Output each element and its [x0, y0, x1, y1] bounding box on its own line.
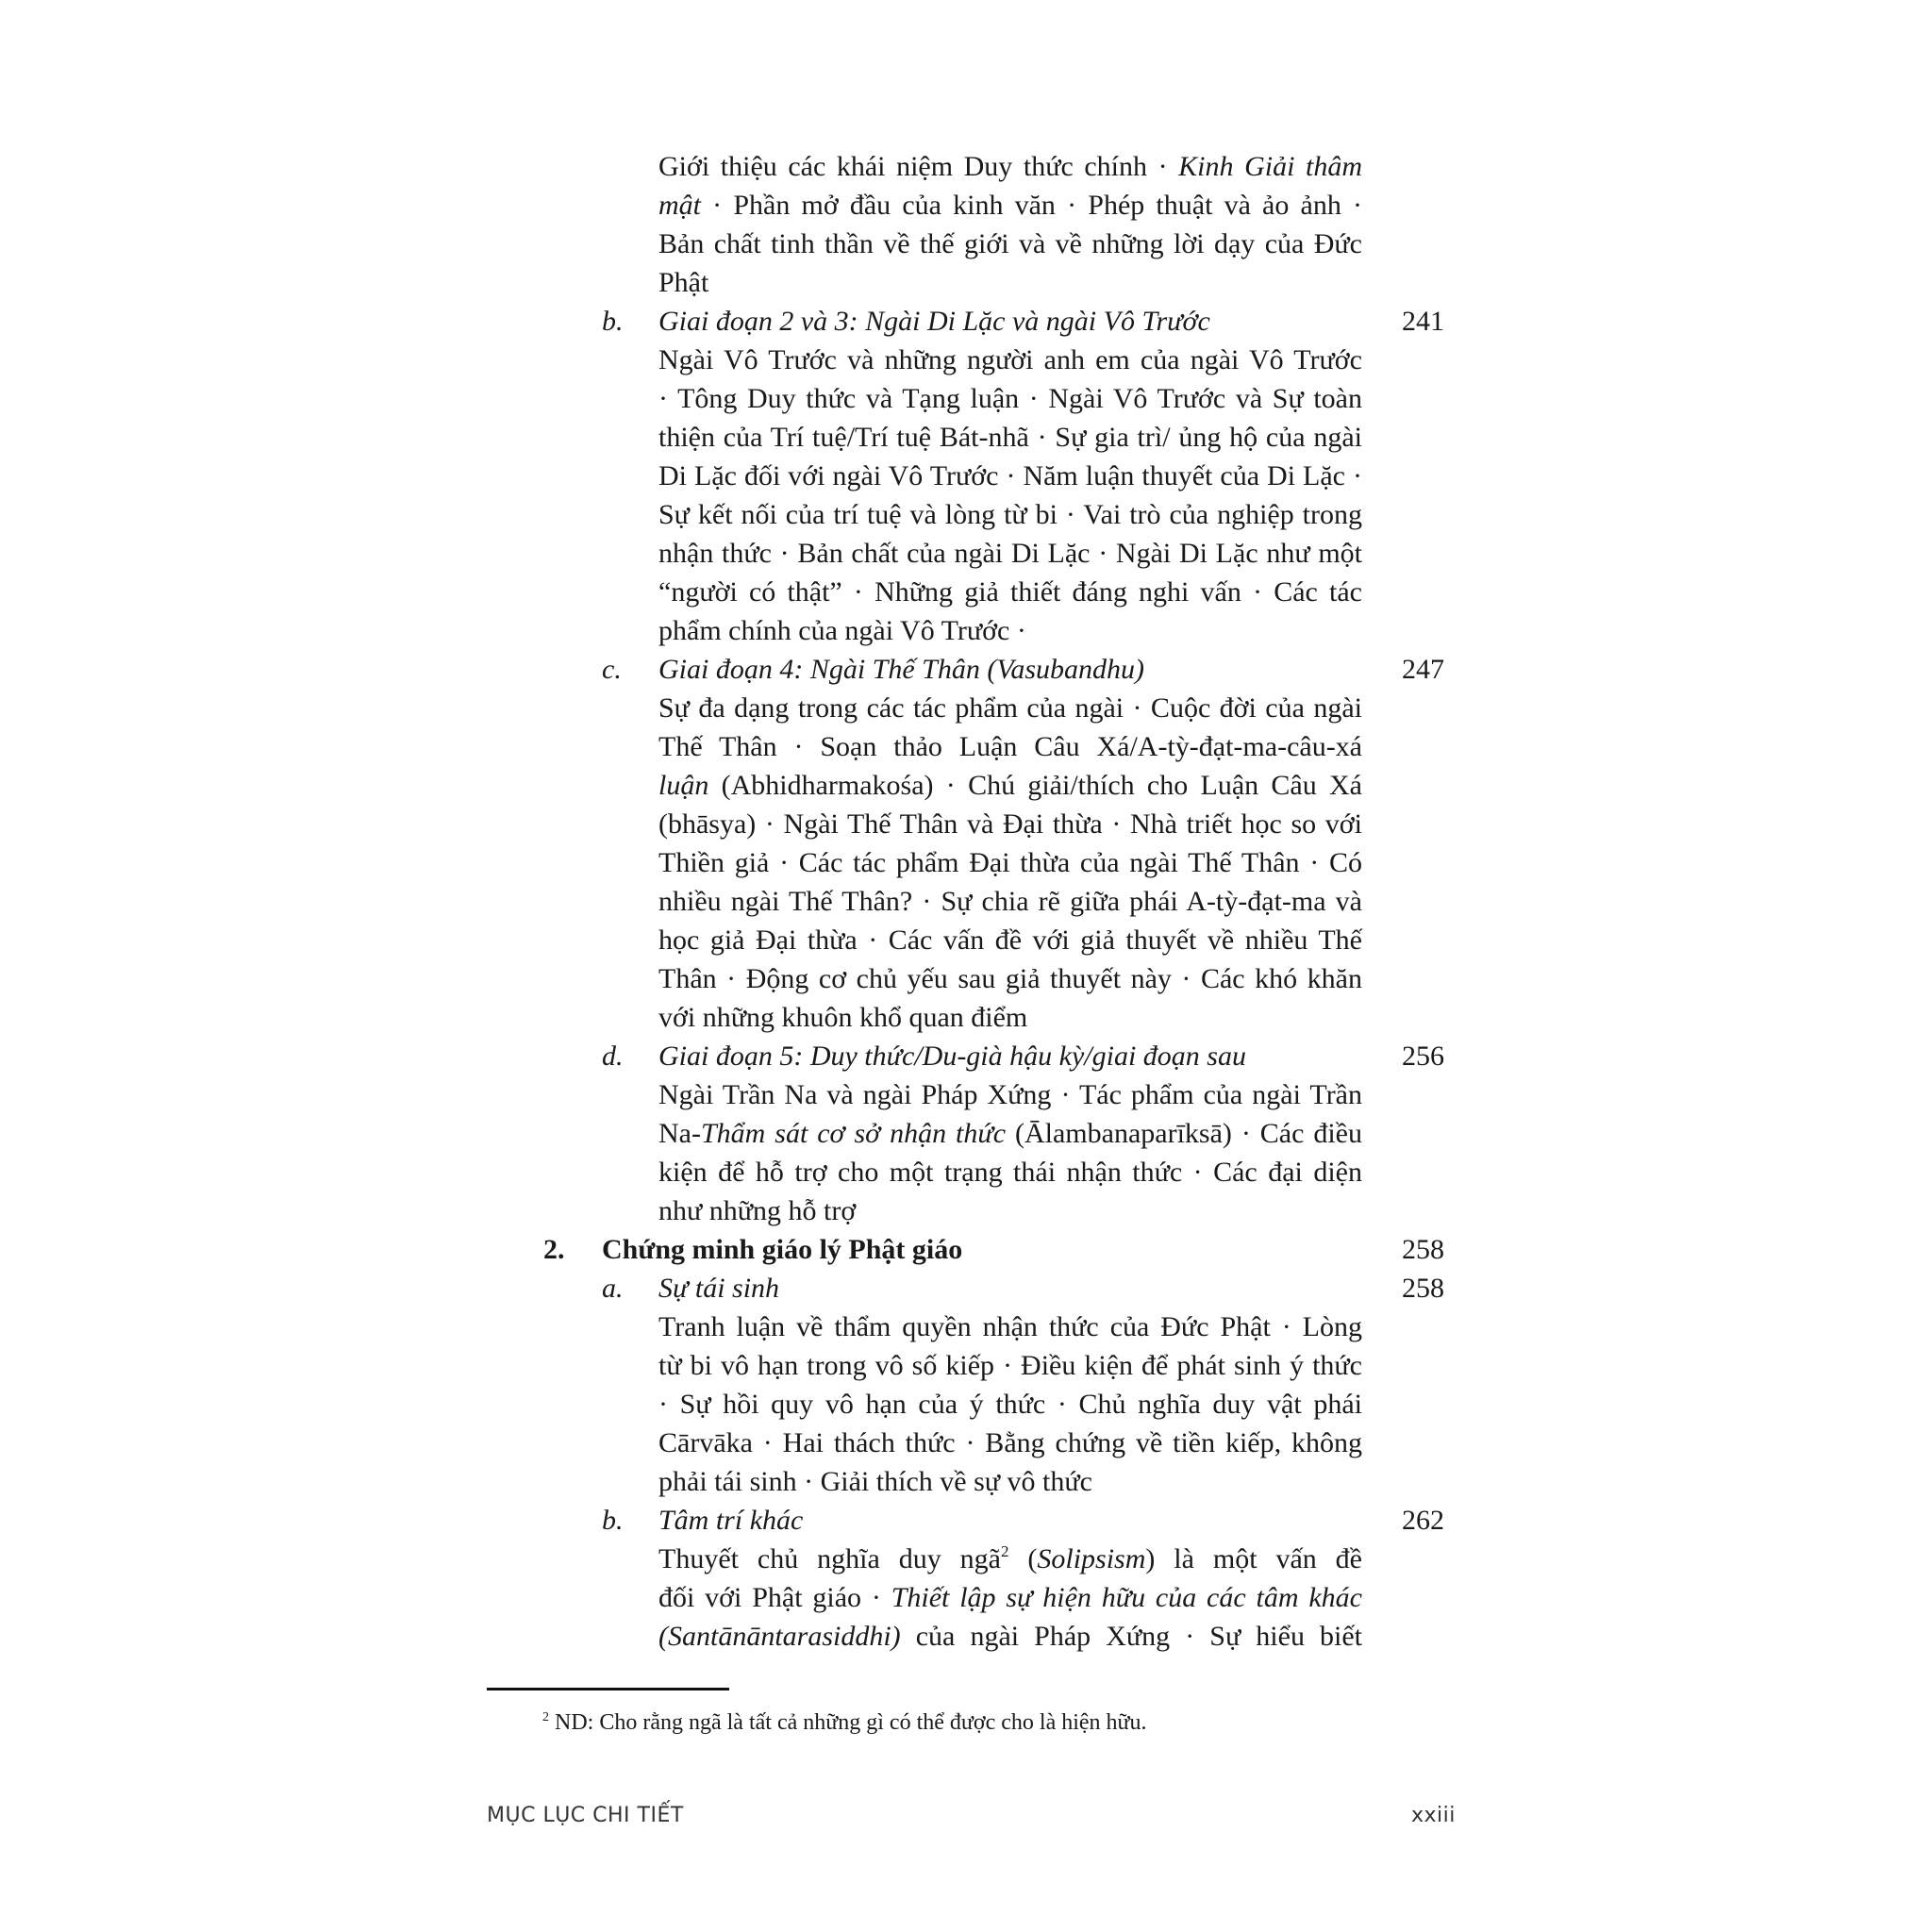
entry-title: Tâm trí khác: [658, 1505, 804, 1536]
page-number: 241: [1402, 306, 1444, 337]
entry-letter: c.: [602, 654, 622, 685]
page-number: 258: [1402, 1273, 1444, 1304]
section-title: Chứng minh giáo lý Phật giáo: [602, 1234, 963, 1265]
toc-text-line: thiện của Trí tuệ/Trí tuệ Bát-nhã · Sự gia trì/ ủng hộ của ngài: [658, 422, 1362, 453]
entry-letter: b.: [602, 1505, 624, 1536]
footnote: $^2$ ND: Cho rằng ngã là tất cả những gì có thể được cho là hiện hữu.: [542, 1710, 1147, 1735]
entry-title: Giai đoạn 4: Ngài Thế Thân (Vasubandhu): [658, 654, 1145, 685]
section-number: 2.: [543, 1234, 565, 1265]
toc-text-line: phẩm chính của ngài Vô Trước ·: [658, 615, 1026, 646]
footnote-divider: [487, 1688, 729, 1690]
entry-title: Sự tái sinh: [658, 1273, 780, 1304]
entry-letter: d.: [602, 1041, 624, 1072]
toc-text-line: nhiều ngài Thế Thân? · Sự chia rẽ giữa phái A-tỳ-đạt-ma và: [658, 886, 1362, 917]
toc-text-line: Di Lặc đối với ngài Vô Trước · Năm luận thuyết của Di Lặc ·: [658, 460, 1362, 491]
toc-text-line: Thân · Động cơ chủ yếu sau giả thuyết này · Các khó khăn: [658, 963, 1362, 994]
toc-text-line: Bản chất tinh thần về thế giới và về những lời dạy của Đức: [658, 228, 1362, 259]
toc-text-line: Thiền giả · Các tác phẩm Đại thừa của ngài Thế Thân · Có: [658, 847, 1362, 878]
toc-text-line: đối với Phật giáo · Thiết lập sự hiện hữu của các tâm khác: [658, 1582, 1362, 1613]
toc-text-line: phải tái sinh · Giải thích về sự vô thức: [658, 1466, 1092, 1497]
toc-text-line: “người có thật” · Những giả thiết đáng nghi vấn · Các tác: [658, 576, 1362, 608]
toc-text-line: · Sự hồi quy vô hạn của ý thức · Chủ nghĩa duy vật phái: [658, 1389, 1362, 1420]
toc-text-line: Sự kết nối của trí tuệ và lòng từ bi · Vai trò của nghiệp trong: [658, 499, 1362, 530]
page-number: 247: [1402, 654, 1444, 685]
running-footer-title: MỤC LỤC CHI TIẾT: [487, 1804, 684, 1827]
toc-text-line: Phật: [658, 267, 709, 298]
toc-text-line: kiện để hỗ trợ cho một trạng thái nhận thức · Các đại diện: [658, 1157, 1362, 1188]
page-number: 258: [1402, 1234, 1444, 1265]
toc-text-line: · Tông Duy thức và Tạng luận · Ngài Vô Trước và Sự toàn: [658, 383, 1362, 414]
toc-text-line: như những hỗ trợ: [658, 1195, 857, 1226]
toc-text-line: Giới thiệu các khái niệm Duy thức chính · Kinh Giải thâm: [658, 151, 1363, 182]
entry-title: Giai đoạn 2 và 3: Ngài Di Lặc và ngài Vô Trước: [658, 306, 1210, 337]
entry-letter: a.: [602, 1273, 624, 1304]
toc-text-line: luận (Abhidharmakośa) · Chú giải/thích cho Luận Câu Xá: [658, 770, 1362, 801]
toc-text-line: (Santānāntarasiddhi) của ngài Pháp Xứng · Sự hiểu biết: [658, 1621, 1362, 1652]
toc-text-line: Thế Thân · Soạn thảo Luận Câu Xá/A-tỳ-đạt-ma-câu-xá: [658, 731, 1362, 762]
toc-text-line: Thuyết chủ nghĩa duy ngã$^2$ (Solipsism) là một vấn đề: [658, 1542, 1362, 1574]
footnote-ref: 2: [1000, 1542, 1009, 1560]
toc-text-line: nhận thức · Bản chất của ngài Di Lặc · Ngài Di Lặc như một: [658, 538, 1362, 569]
toc-text-line: Tranh luận về thẩm quyền nhận thức của Đức Phật · Lòng: [658, 1311, 1362, 1342]
toc-text-line: từ bi vô hạn trong vô số kiếp · Điều kiện để phát sinh ý thức: [658, 1350, 1362, 1381]
entry-letter: b.: [602, 306, 624, 337]
folio-page-number: xxiii: [1411, 1804, 1456, 1827]
toc-text-line: Sự đa dạng trong các tác phẩm của ngài · Cuộc đời của ngài: [658, 692, 1362, 724]
page-number: 262: [1402, 1505, 1444, 1536]
page-number: 256: [1402, 1041, 1444, 1072]
toc-text-line: mật · Phần mở đầu của kinh văn · Phép thuật và ảo ảnh ·: [658, 190, 1362, 221]
toc-text-line: Cārvāka · Hai thách thức · Bằng chứng về tiền kiếp, không: [658, 1427, 1362, 1458]
toc-text-line: (bhāsya) · Ngài Thế Thân và Đại thừa · Nhà triết học so với: [658, 808, 1362, 840]
toc-text-line: Ngài Vô Trước và những người anh em của ngài Vô Trước: [658, 344, 1362, 375]
toc-text-line: học giả Đại thừa · Các vấn đề với giả thuyết về nhiều Thế: [658, 924, 1362, 956]
toc-text-line: Na-Thẩm sát cơ sở nhận thức (Ālambanaparīksā) · Các điều: [658, 1118, 1362, 1149]
toc-text-line: Ngài Trần Na và ngài Pháp Xứng · Tác phẩm của ngài Trần: [658, 1079, 1362, 1110]
entry-title: Giai đoạn 5: Duy thức/Du-già hậu kỳ/giai đoạn sau: [658, 1041, 1246, 1072]
toc-text-line: với những khuôn khổ quan điểm: [658, 1002, 1028, 1033]
